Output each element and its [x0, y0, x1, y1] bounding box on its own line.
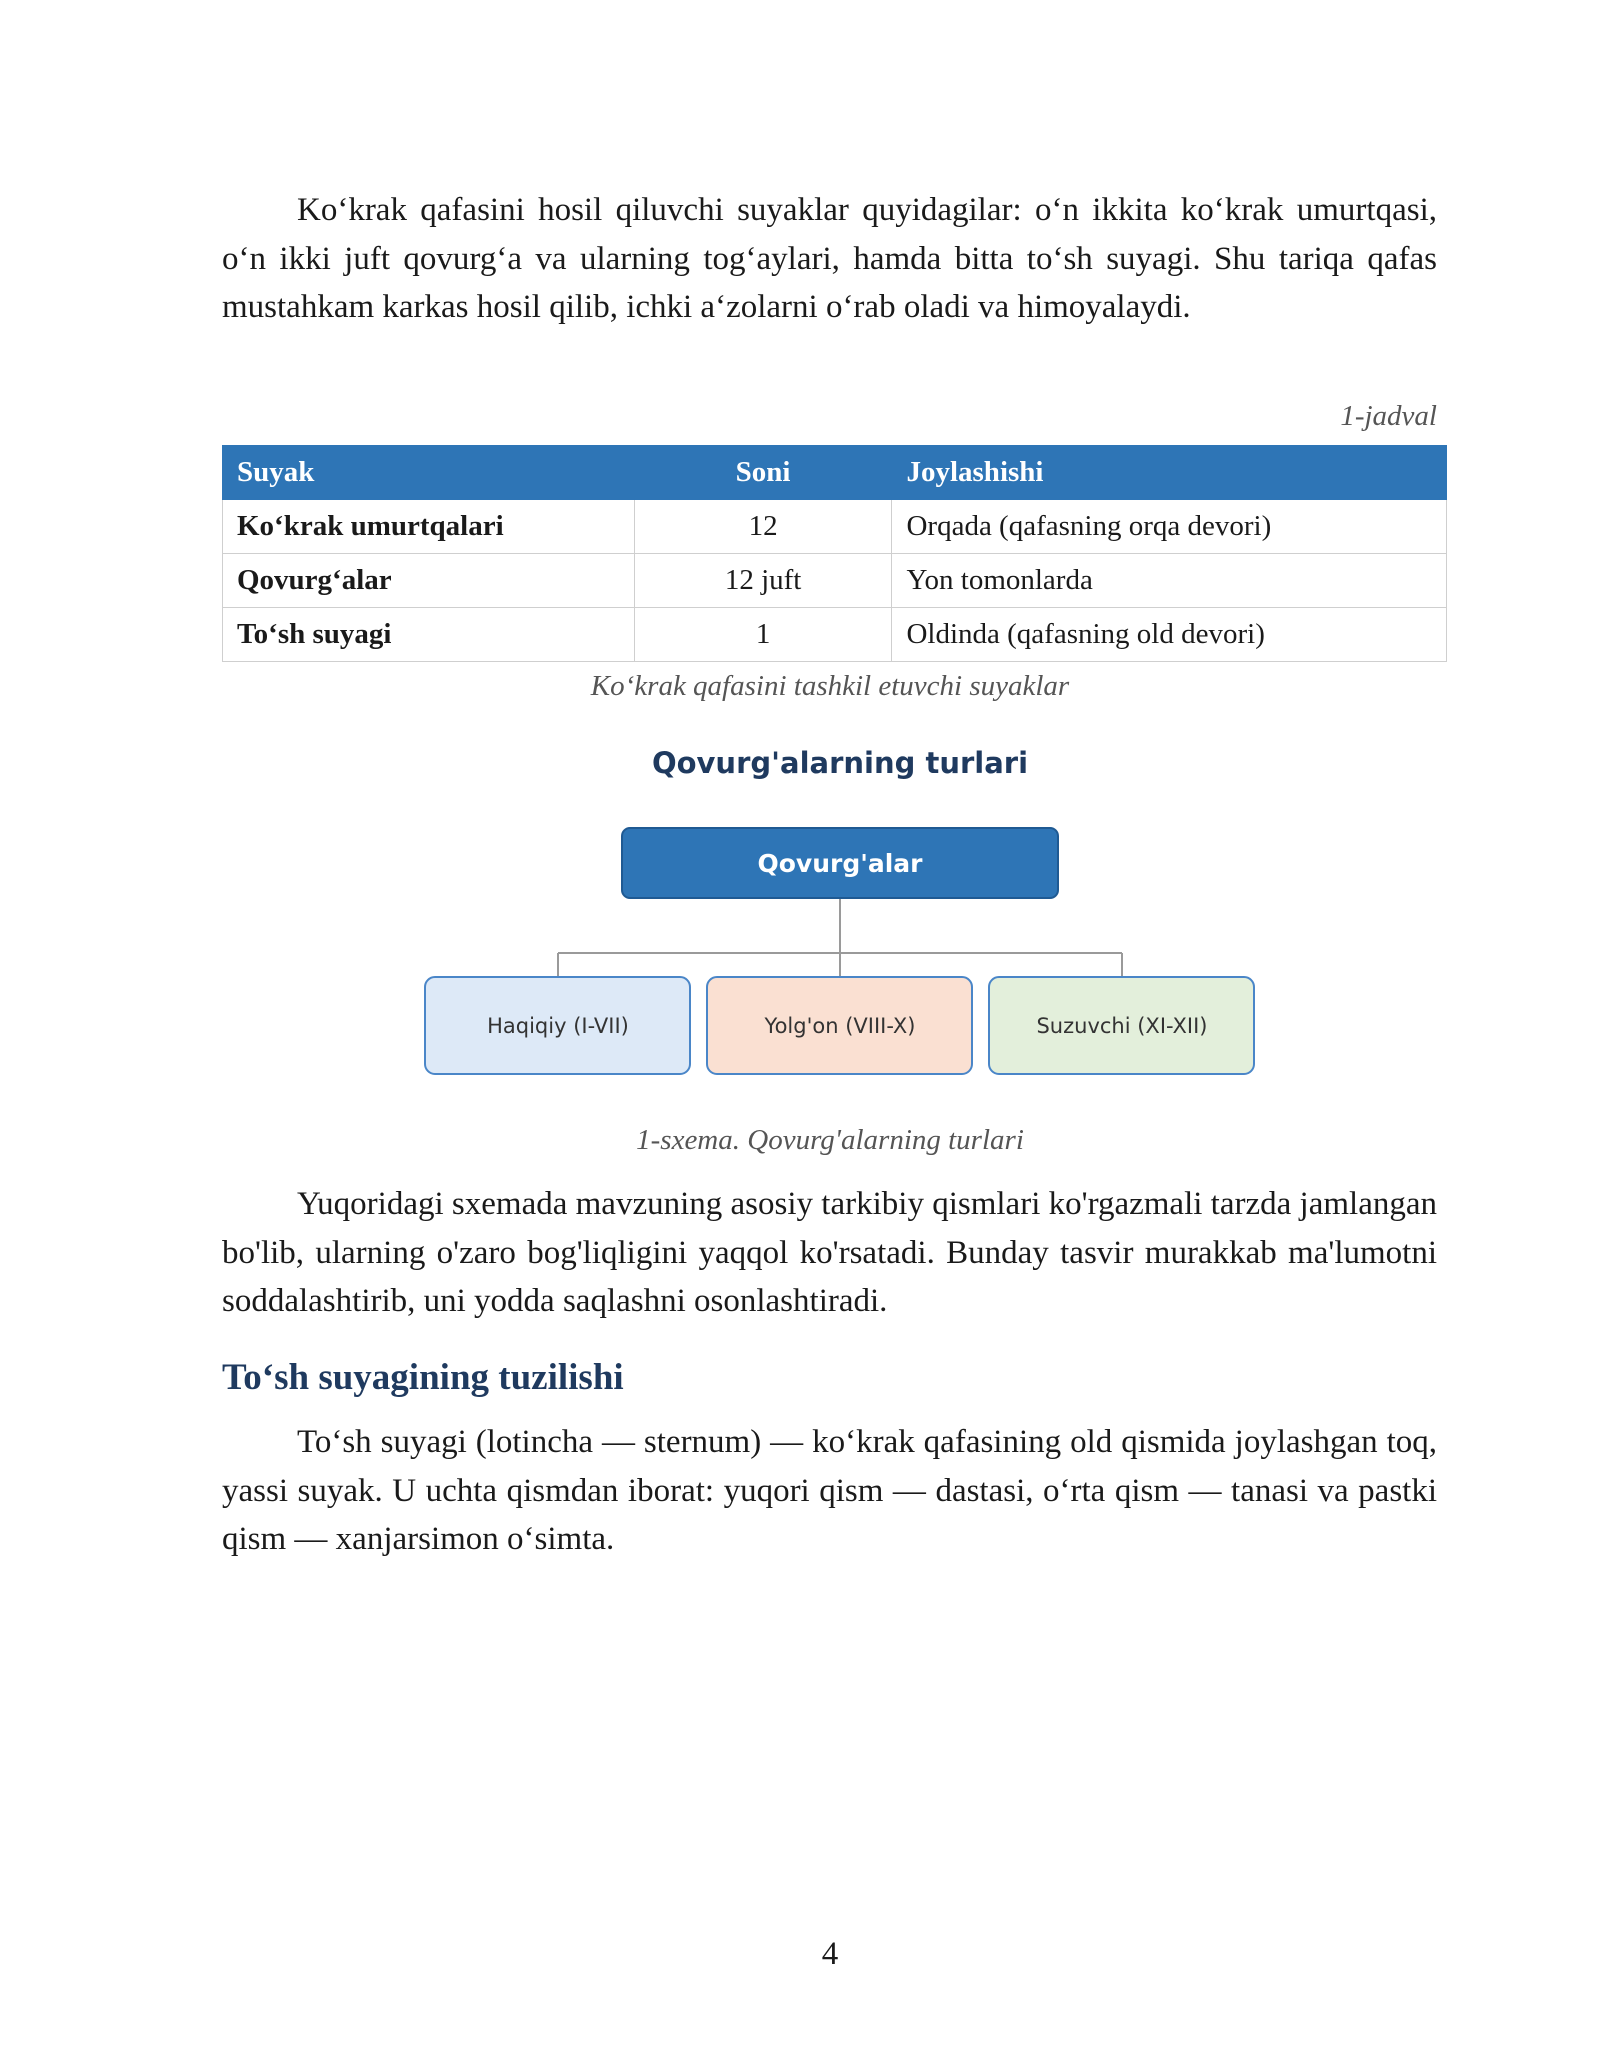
- table-row: [223, 554, 1447, 608]
- table-cell: Orqada (qafasning orqa devori): [892, 500, 1447, 554]
- sternum-paragraph: To‘sh suyagi (lotincha — sternum) — ko‘krak qafasining old qismida joylashgan toq, yassi suyak. U uchta qismdan iborat: yuqori qism — dastasi, o‘rta qism — tanasi va pastki qism — xanjarsimon o‘simta.: [222, 1424, 1437, 1557]
- root-node-label: Qovurg'alar: [757, 849, 923, 878]
- table-row: [223, 500, 1447, 554]
- table-cell: To‘sh suyagi: [223, 608, 635, 662]
- bones-table: [222, 445, 1447, 662]
- diagram-caption: 1-sxema. Qovurg'alarning turlari: [636, 1124, 1024, 1156]
- table-cell: 12 juft: [634, 554, 892, 608]
- connector-lines: [558, 898, 1122, 977]
- table-header-cell: Suyak: [223, 446, 635, 500]
- child-node-label: Haqiqiy (I-VII): [487, 1014, 629, 1038]
- table-header-row: [223, 446, 1447, 500]
- table-cell: Ko‘krak umurtqalari: [223, 500, 635, 554]
- table-number-label: 1-jadval: [1340, 400, 1437, 432]
- table-row: [223, 608, 1447, 662]
- intro-paragraph: Ko‘krak qafasini hosil qiluvchi suyaklar quyidagilar: o‘n ikkita ko‘krak umurtqasi, o‘n ikki juft qovurg‘a va ularning tog‘aylari, hamda bitta to‘sh suyagi. Shu tariqa qafas mustahkam karkas hosil qilib, ichki a‘zolarni o‘rab oladi va himoyalaydi.: [222, 192, 1437, 325]
- child-node-label: Suzuvchi (XI-XII): [1036, 1014, 1208, 1038]
- table-cell: Oldinda (qafasning old devori): [892, 608, 1447, 662]
- table-cell: 12: [634, 500, 892, 554]
- diagram-explanation-paragraph: Yuqoridagi sxemada mavzuning asosiy tarkibiy qismlari ko'rgazmali tarzda jamlangan bo'lib, ularning o'zaro bog'liqligini yaqqol ko'rsatadi. Bunday tasvir murakkab ma'lumotni soddalashtirib, uni yodda saqlashni osonlashtiradi.: [222, 1186, 1437, 1319]
- ribs-diagram: [0, 740, 1600, 1100]
- diagram-title: Qovurg'alarning turlari: [651, 746, 1029, 780]
- table-header-cell: Joylashishi: [892, 446, 1447, 500]
- child-node-label: Yolg'on (VIII-X): [764, 1014, 916, 1038]
- table-cell: Yon tomonlarda: [892, 554, 1447, 608]
- table-cell: 1: [634, 608, 892, 662]
- page-number: 4: [821, 1936, 839, 1972]
- section-heading: To‘sh suyagining tuzilishi: [222, 1357, 624, 1398]
- table-caption: Ko‘krak qafasini tashkil etuvchi suyaklar: [590, 670, 1070, 702]
- table-header-cell: Soni: [634, 446, 892, 500]
- table-cell: Qovurg‘alar: [223, 554, 635, 608]
